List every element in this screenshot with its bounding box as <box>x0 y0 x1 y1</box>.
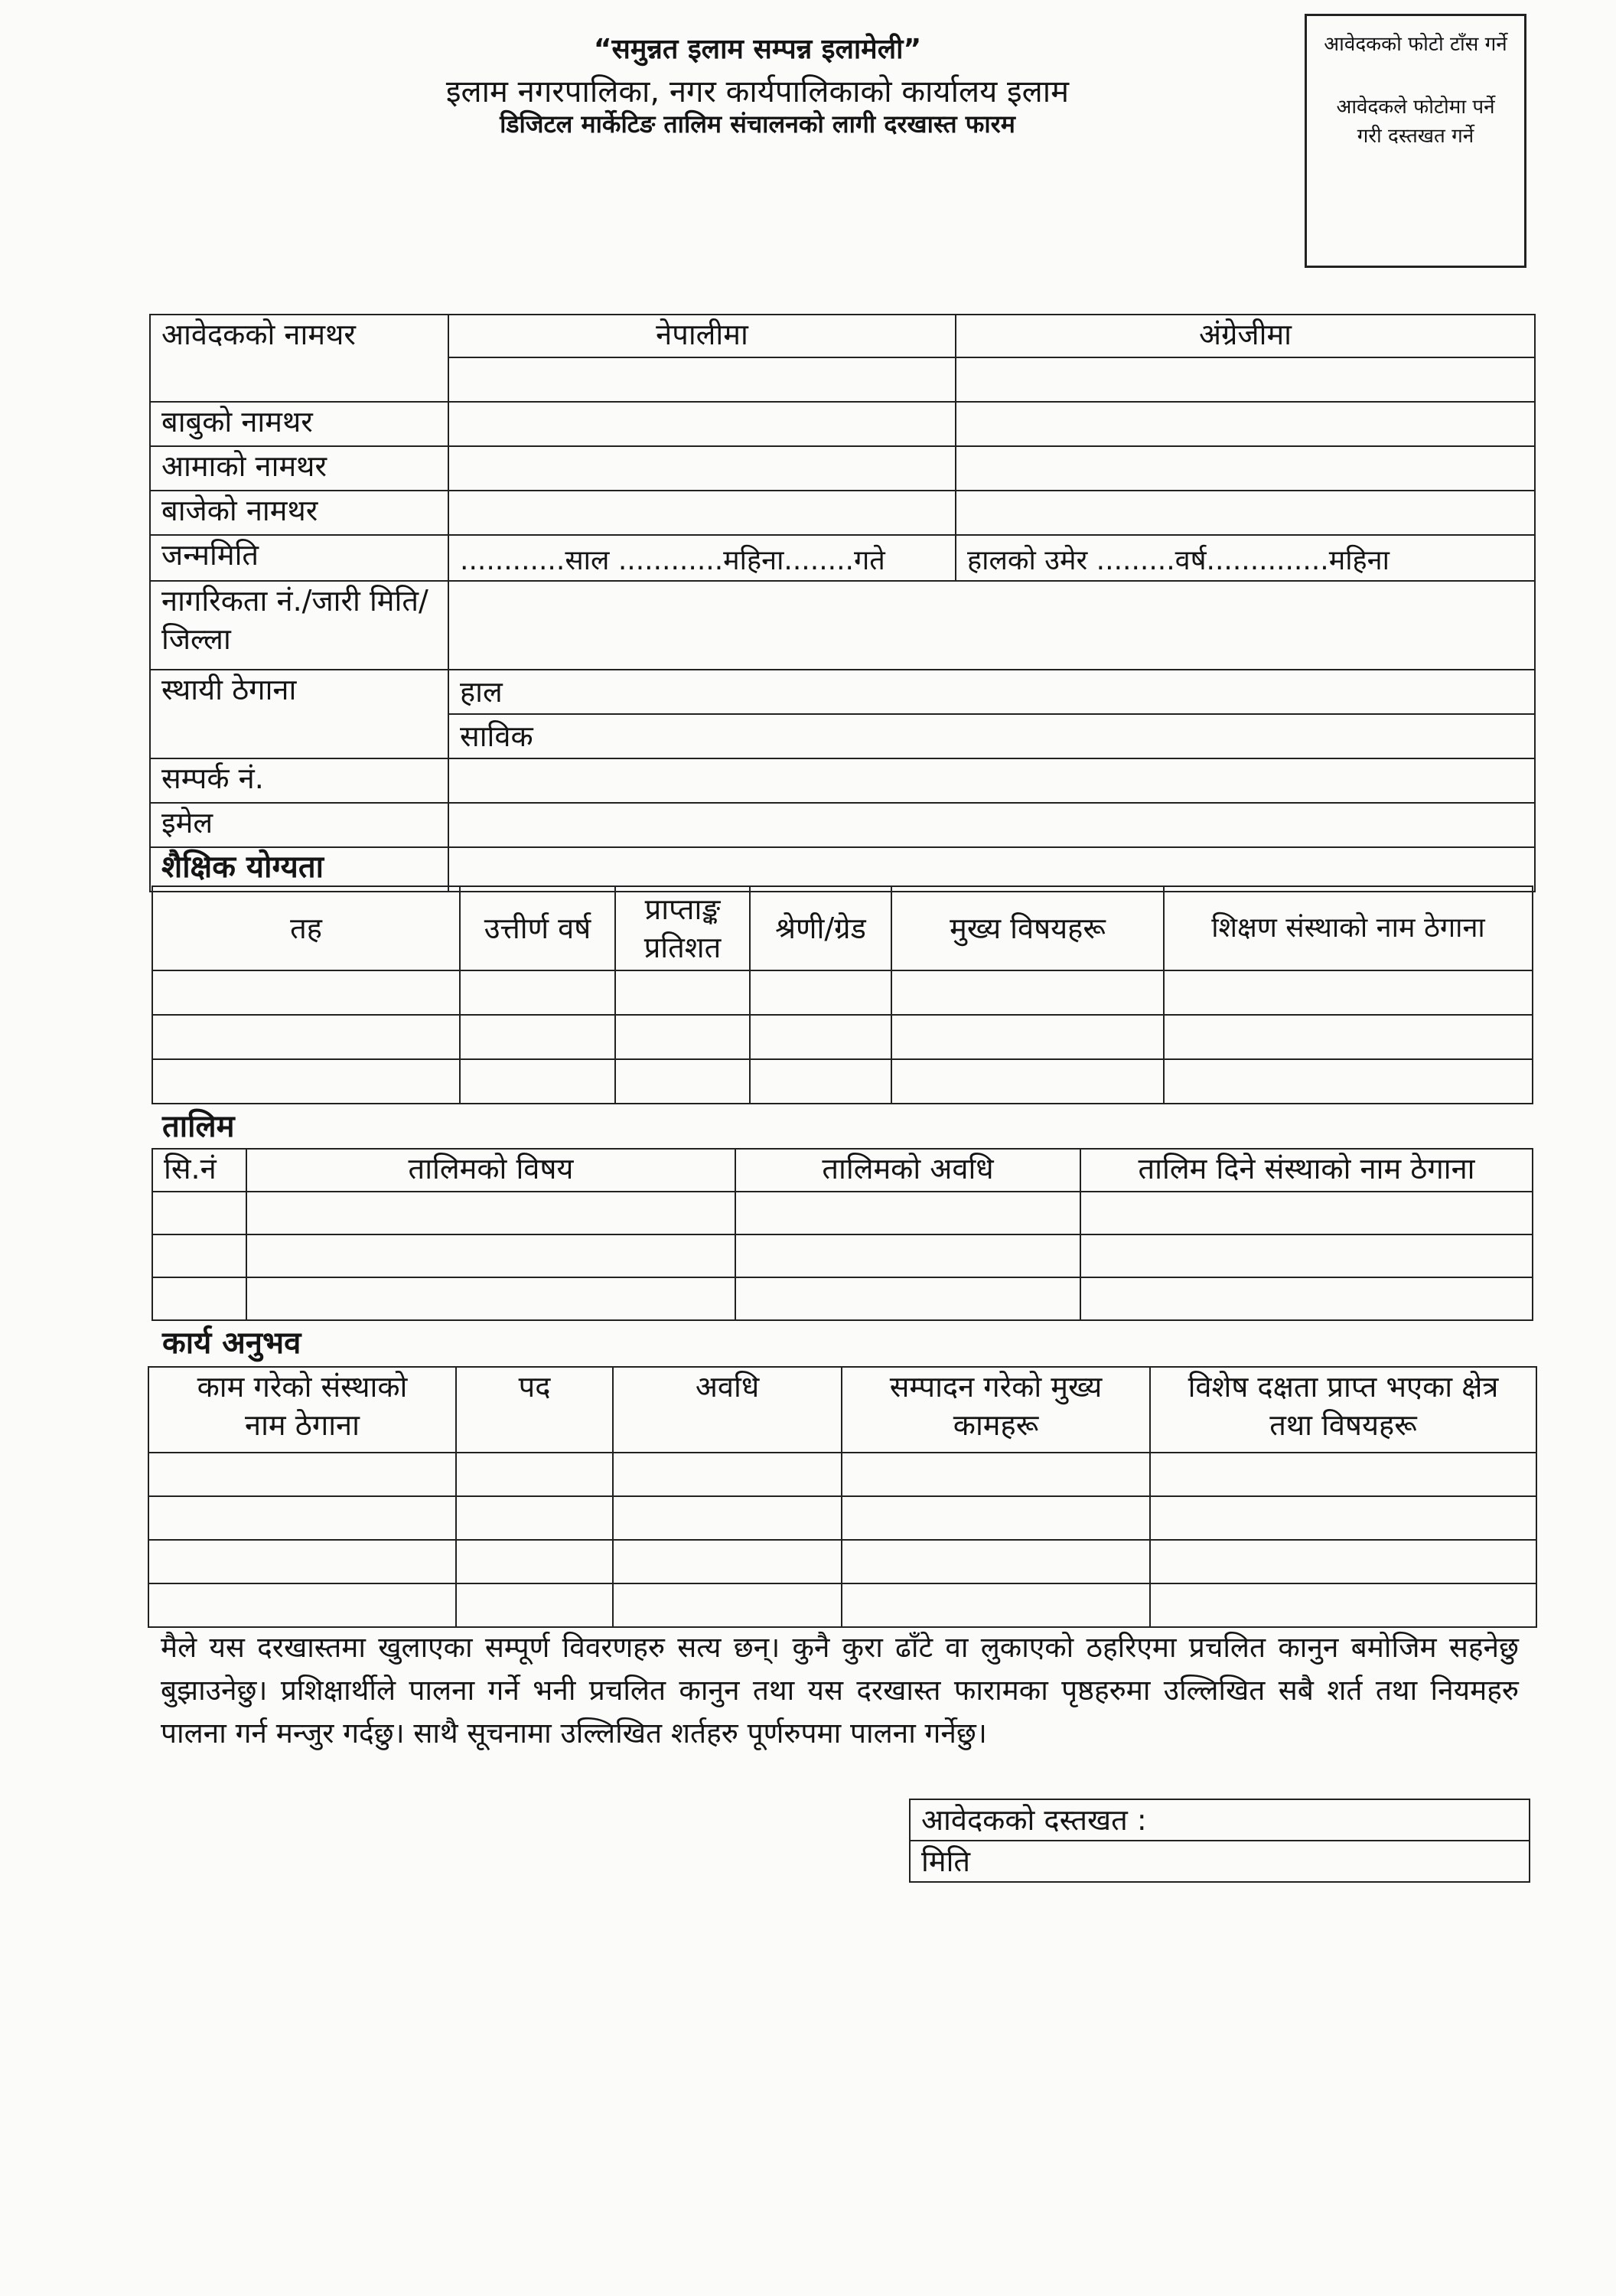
email-label: इमेल <box>150 803 448 847</box>
permanent-address-label: स्थायी ठेगाना <box>150 670 448 758</box>
train-cell[interactable] <box>1080 1277 1533 1320</box>
citizenship-label: नागरिकता नं./जारी मिति/जिल्ला <box>150 581 448 670</box>
train-cell[interactable] <box>152 1234 246 1277</box>
train-cell[interactable] <box>735 1192 1080 1234</box>
work-cell[interactable] <box>456 1453 613 1496</box>
work-cell[interactable] <box>1150 1453 1536 1496</box>
declaration-text: मैले यस दरखास्तमा खुलाएका सम्पूर्ण विवरणहरु सत्य छन्। कुनै कुरा ढाँटे वा लुकाएको ठहरिएमा प्रचलित कानुन बमोजिम सहनेछु बुझाउनेछु। प्रशिक्षार्थीले पालना गर्ने भनी प्रचलित कानुन तथा यस दरखास्त फारामका पृष्ठहरुमा उल्लिखित सबै शर्त तथा नियमहरु पालना गर्न मन्जुर गर्दछु। साथै सूचनामा उल्लिखित शर्तहरु पूर्णरुपमा पालना गर्नेछु। <box>161 1631 1519 1750</box>
edu-cell[interactable] <box>460 1015 615 1059</box>
train-cell[interactable] <box>735 1234 1080 1277</box>
dob-field[interactable]: ............साल ............महिना........गते <box>448 535 956 581</box>
grandfather-name-english-field[interactable] <box>956 491 1535 535</box>
edu-cell[interactable] <box>891 970 1164 1015</box>
work-header-expertise: विशेष दक्षता प्राप्त भएका क्षेत्र तथा विषयहरू <box>1150 1367 1536 1453</box>
edu-cell[interactable] <box>1164 1015 1533 1059</box>
work-header-main-tasks: सम्पादन गरेको मुख्य कामहरू <box>842 1367 1150 1453</box>
father-name-label: बाबुको नामथर <box>150 402 448 446</box>
form-title: डिजिटल मार्केटिङ तालिम संचालनको लागी दरखास्त फारम <box>500 109 1015 139</box>
applicant-name-label: आवेदकको नामथर <box>150 315 448 402</box>
edu-header-level: तह <box>152 886 460 970</box>
signature-table <box>909 1799 1530 1883</box>
table-row <box>152 970 1533 1015</box>
table-row <box>148 1540 1536 1583</box>
office-name: इलाम नगरपालिका, नगर कार्यपालिकाको कार्यालय इलाम <box>445 74 1070 109</box>
work-cell[interactable] <box>456 1540 613 1583</box>
train-header-institution: तालिम दिने संस्थाको नाम ठेगाना <box>1080 1149 1533 1192</box>
work-cell[interactable] <box>456 1583 613 1627</box>
education-label: शैक्षिक योग्यता <box>150 847 448 892</box>
train-cell[interactable] <box>1080 1192 1533 1234</box>
edu-cell[interactable] <box>615 970 750 1015</box>
edu-cell[interactable] <box>615 1015 750 1059</box>
citizenship-field[interactable] <box>448 581 1535 670</box>
edu-header-year: उत्तीर्ण वर्ष <box>460 886 615 970</box>
train-header-duration: तालिमको अवधि <box>735 1149 1080 1192</box>
address-current-field[interactable]: हाल <box>448 670 1535 714</box>
table-row <box>152 1192 1533 1234</box>
edu-cell[interactable] <box>891 1015 1164 1059</box>
edu-cell[interactable] <box>152 1015 460 1059</box>
training-table <box>152 1148 1533 1321</box>
train-header-sn: सि.नं <box>152 1149 246 1192</box>
edu-cell[interactable] <box>615 1059 750 1104</box>
work-cell[interactable] <box>613 1496 842 1540</box>
slogan: “समुन्नत इलाम सम्पन्न इलामेली” <box>593 34 922 65</box>
contact-label: सम्पर्क नं. <box>150 758 448 803</box>
work-cell[interactable] <box>1150 1583 1536 1627</box>
work-header-organization: काम गरेको संस्थाको नाम ठेगाना <box>148 1367 456 1453</box>
train-cell[interactable] <box>735 1277 1080 1320</box>
father-name-english-field[interactable] <box>956 402 1535 446</box>
edu-header-grade: श्रेणी/ग्रेड <box>750 886 891 970</box>
mother-name-label: आमाको नामथर <box>150 446 448 491</box>
edu-cell[interactable] <box>750 970 891 1015</box>
grandfather-name-label: बाजेको नामथर <box>150 491 448 535</box>
father-name-nepali-field[interactable] <box>448 402 956 446</box>
col-english: अंग्रेजीमा <box>956 315 1535 357</box>
train-cell[interactable] <box>152 1277 246 1320</box>
work-cell[interactable] <box>1150 1496 1536 1540</box>
contact-field[interactable] <box>448 758 1535 803</box>
education-table <box>152 885 1533 1104</box>
work-cell[interactable] <box>1150 1540 1536 1583</box>
email-field[interactable] <box>448 803 1535 847</box>
train-cell[interactable] <box>246 1192 735 1234</box>
table-row <box>148 1583 1536 1627</box>
train-header-subject: तालिमको विषय <box>246 1149 735 1192</box>
work-cell[interactable] <box>148 1496 456 1540</box>
edu-cell[interactable] <box>460 1059 615 1104</box>
work-header-duration: अवधि <box>613 1367 842 1453</box>
edu-cell[interactable] <box>460 970 615 1015</box>
applicant-name-nepali-field[interactable] <box>448 357 956 402</box>
work-cell[interactable] <box>842 1540 1150 1583</box>
photo-instruction: आवेदकको फोटो टाँस गर्ने <box>1324 33 1507 56</box>
work-cell[interactable] <box>842 1496 1150 1540</box>
work-cell[interactable] <box>148 1453 456 1496</box>
applicant-signature-field[interactable]: आवेदकको दस्तखत : <box>910 1799 1530 1841</box>
work-cell[interactable] <box>148 1583 456 1627</box>
photo-box[interactable] <box>1305 14 1526 268</box>
train-cell[interactable] <box>152 1192 246 1234</box>
work-cell[interactable] <box>842 1453 1150 1496</box>
date-field[interactable]: मिति <box>910 1841 1530 1882</box>
applicant-name-english-field[interactable] <box>956 357 1535 402</box>
work-cell[interactable] <box>613 1583 842 1627</box>
work-cell[interactable] <box>148 1540 456 1583</box>
edu-cell[interactable] <box>750 1015 891 1059</box>
edu-cell[interactable] <box>750 1059 891 1104</box>
edu-cell[interactable] <box>1164 1059 1533 1104</box>
edu-header-subjects: मुख्य विषयहरू <box>891 886 1164 970</box>
work-cell[interactable] <box>842 1583 1150 1627</box>
edu-cell[interactable] <box>891 1059 1164 1104</box>
age-field[interactable]: हालको उमेर .........वर्ष..............महिना <box>956 535 1535 581</box>
edu-header-institution: शिक्षण संस्थाको नाम ठेगाना <box>1164 886 1533 970</box>
table-row <box>148 1496 1536 1540</box>
train-cell[interactable] <box>246 1234 735 1277</box>
work-experience-title: कार्य अनुभव <box>162 1326 301 1361</box>
table-row <box>152 1234 1533 1277</box>
table-row <box>152 1015 1533 1059</box>
table-row <box>152 1277 1533 1320</box>
mother-name-english-field[interactable] <box>956 446 1535 491</box>
training-title: तालिम <box>162 1109 235 1144</box>
work-cell[interactable] <box>613 1453 842 1496</box>
personal-details-table <box>149 314 1536 892</box>
photo-sign-instruction: आवेदकले फोटोमा पर्ने गरी दस्तखत गर्ने <box>1336 96 1495 148</box>
train-cell[interactable] <box>246 1277 735 1320</box>
col-nepali: नेपालीमा <box>448 315 956 357</box>
edu-cell[interactable] <box>1164 970 1533 1015</box>
mother-name-nepali-field[interactable] <box>448 446 956 491</box>
work-header-position: पद <box>456 1367 613 1453</box>
grandfather-name-nepali-field[interactable] <box>448 491 956 535</box>
table-row <box>148 1453 1536 1496</box>
edu-header-percent: प्राप्ताङ्क प्रतिशत <box>615 886 750 970</box>
work-cell[interactable] <box>613 1540 842 1583</box>
address-former-field[interactable]: साविक <box>448 714 1535 758</box>
edu-cell[interactable] <box>152 970 460 1015</box>
dob-label: जन्ममिति <box>150 535 448 581</box>
work-experience-table <box>148 1366 1537 1628</box>
train-cell[interactable] <box>1080 1234 1533 1277</box>
table-row <box>152 1059 1533 1104</box>
work-cell[interactable] <box>456 1496 613 1540</box>
edu-cell[interactable] <box>152 1059 460 1104</box>
